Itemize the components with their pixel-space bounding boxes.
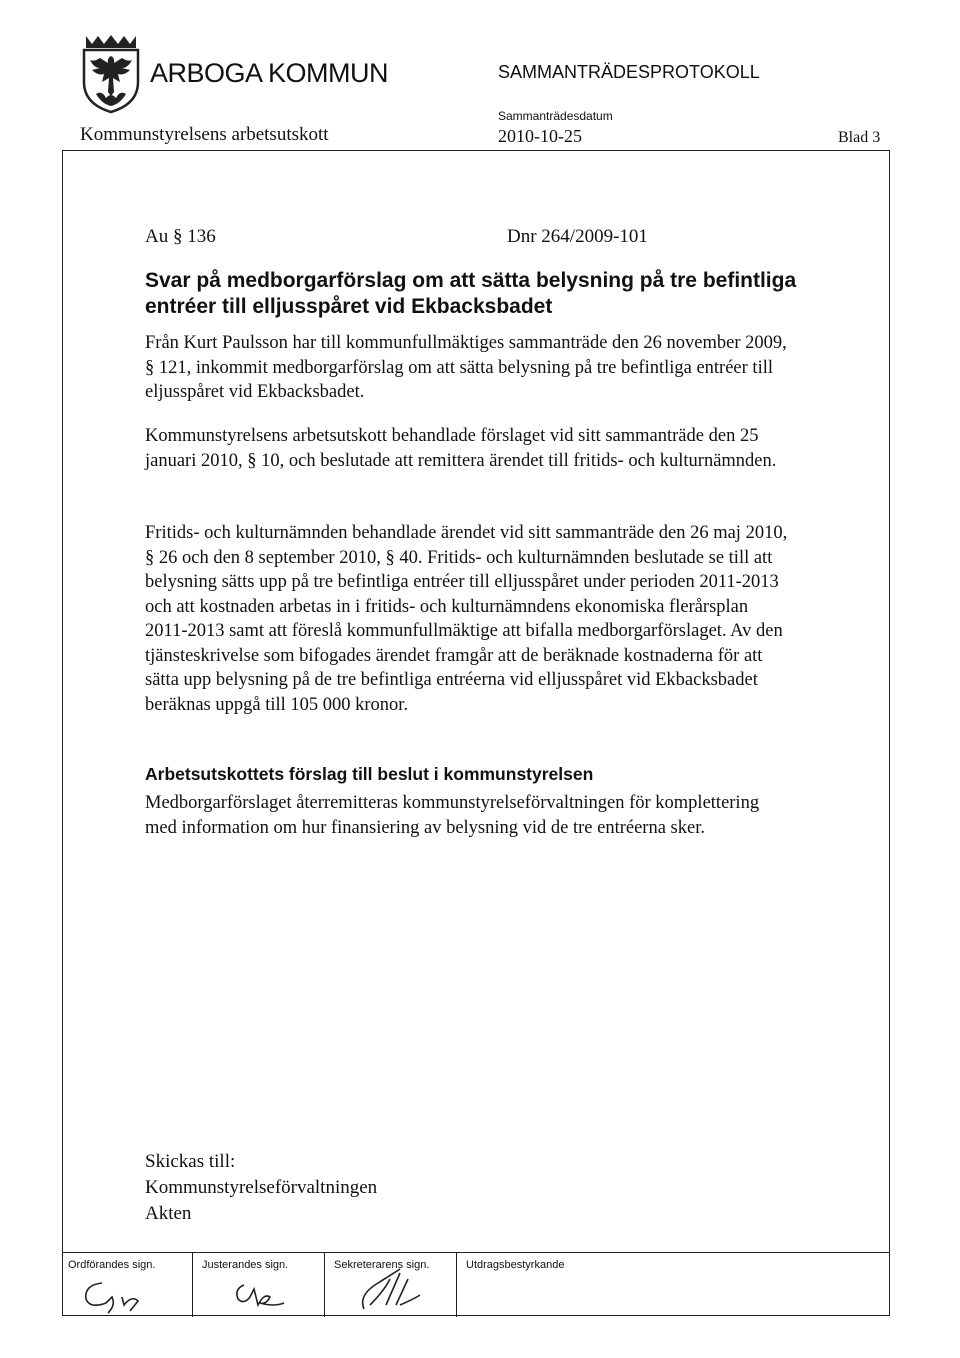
body-paragraph: Fritids- och kulturnämnden behandlade ärendet vid sitt sammanträde den 26 maj 2010, § 26 och den 8 september 2010, § 40. Fritids- och kulturnämnden beslutade se till att belysning sätts upp på tre befintliga entréer till elljusspåret under perioden 2011-2013 och att kostnaden arbetas in i fritids- och kulturnämndens ekonomiska flerårsplan 2011-2013 samt att föreslå kommunfullmäktige att bifalla medborgarförslaget. Av den tjänsteskrivelse som bifogades ärendet framgår att de beräknade kostnaderna för att sätta upp belysning på de tre befintliga entréerna vid elljusspåret vid Ekbacksbadet beräknas uppgå till 105 000 kronor.: [145, 523, 788, 715]
chair-signature-label: Ordförandes sign.: [68, 1259, 156, 1271]
signature-divider: [456, 1253, 457, 1317]
registration-number: Dnr 264/2009-101: [507, 226, 648, 247]
page-number: Blad 3: [838, 129, 881, 146]
adjusters-signature-label: Justerandes sign.: [202, 1259, 289, 1271]
distribution-recipient: Kommunstyrelseförvaltningen: [145, 1177, 378, 1198]
meeting-date: 2010-10-25: [498, 126, 582, 146]
body-paragraph: Kommunstyrelsens arbetsutskott behandlade förslaget vid sitt sammanträde den 25 januari 2010, § 10, och beslutade att remittera ärendet till fritids- och kulturnämnden.: [145, 426, 777, 471]
body-paragraph: Från Kurt Paulsson har till kommunfullmäktiges sammanträde den 26 november 2009, § 121, inkommit medborgarförslag om att sätta belysning på tre befintliga entréer till eljusspåret vid Ekbacksbadet.: [145, 333, 787, 402]
chair-signature: [72, 1275, 182, 1315]
item-heading: Svar på medborgarförslag om att sätta belysning på tre befintliga entréer till elljusspåret vid Ekbacksbadet: [145, 269, 797, 318]
document-type: SAMMANTRÄDESPROTOKOLL: [498, 62, 760, 82]
organization-name: ARBOGA KOMMUN: [150, 58, 389, 88]
paragraph-number: Au § 136: [145, 226, 216, 247]
proposal-text: Medborgarförslaget återremitteras kommunstyrelseförvaltningen för komplettering med information om hur finansiering av belysning vid de tre entréerna sker.: [145, 793, 760, 838]
extract-certification-label: Utdragsbestyrkande: [466, 1259, 565, 1271]
distribution-label: Skickas till:: [145, 1151, 236, 1172]
committee-name: Kommunstyrelsens arbetsutskott: [80, 124, 329, 145]
signature-divider: [192, 1253, 193, 1317]
distribution-list: [145, 1149, 377, 1227]
adjuster-signature: [222, 1275, 302, 1315]
arboga-coat-of-arms-icon: [80, 34, 142, 114]
meeting-date-label: Sammanträdesdatum: [498, 109, 613, 123]
signature-divider: [324, 1253, 325, 1317]
protocol-frame: [62, 150, 890, 1316]
proposal-heading: Arbetsutskottets förslag till beslut i kommunstyrelsen: [145, 764, 594, 784]
secretary-signature-label: Sekreterarens sign.: [334, 1259, 430, 1271]
signature-row: [62, 1252, 890, 1316]
distribution-recipient: Akten: [145, 1203, 192, 1224]
secretary-signature: [334, 1265, 444, 1315]
